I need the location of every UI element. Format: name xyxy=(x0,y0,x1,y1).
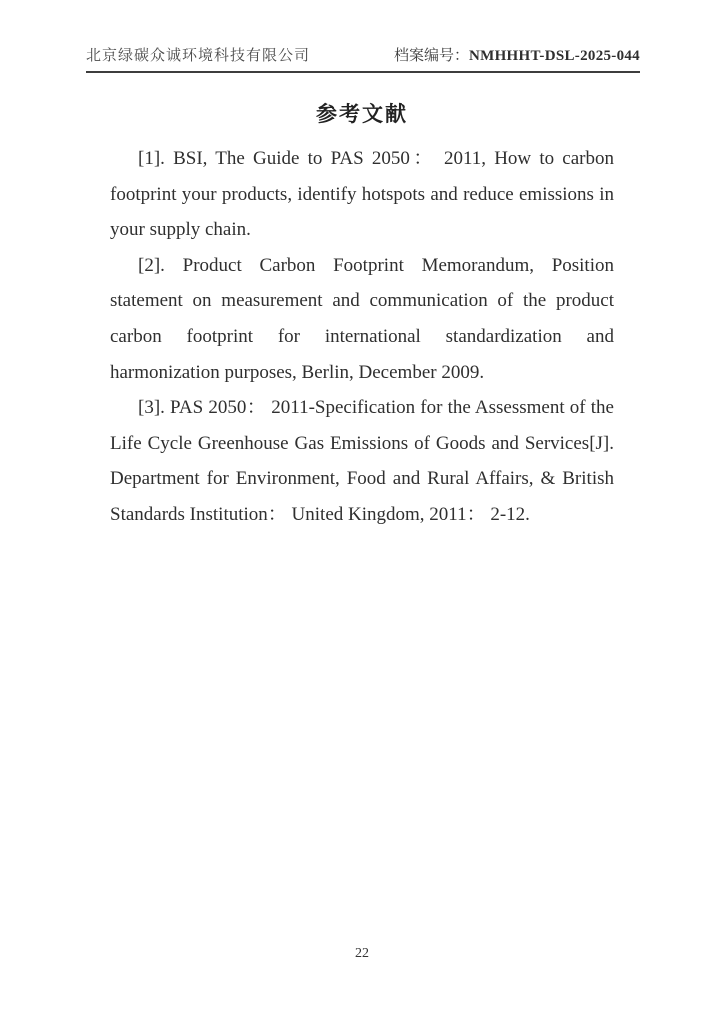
reference-item-1: [1]. BSI, The Guide to PAS 2050： 2011, How to carbon footprint your products, identify hotspots and reduce emissions in your supply chain. xyxy=(110,148,614,241)
doc-number xyxy=(394,44,640,65)
page-header xyxy=(86,0,640,73)
doc-number-value: NMHHHT-DSL-2025-044 xyxy=(469,48,640,64)
section-title: 参考文献 xyxy=(316,102,408,126)
page-footer xyxy=(0,946,724,962)
reference-item-2: [2]. Product Carbon Footprint Memorandum, Position statement on measurement and communication of the product carbon footprint for international standardization and harmonization purposes, Berlin, December 2009. xyxy=(110,254,614,383)
page-number: 22 xyxy=(355,946,369,961)
references-list xyxy=(110,141,614,533)
doc-number-label: 档案编号： xyxy=(393,48,469,64)
company-name: 北京绿碳众诚环境科技有限公司 xyxy=(86,48,311,64)
reference-item-3: [3]. PAS 2050： 2011-Specification for the Assessment of the Life Cycle Greenhouse Gas Emissions of Goods and Services[J]. Department for Environment, Food and Rural Affairs, & British Standards Institution： United Kingdom, 2011： 2-12. xyxy=(110,397,614,525)
